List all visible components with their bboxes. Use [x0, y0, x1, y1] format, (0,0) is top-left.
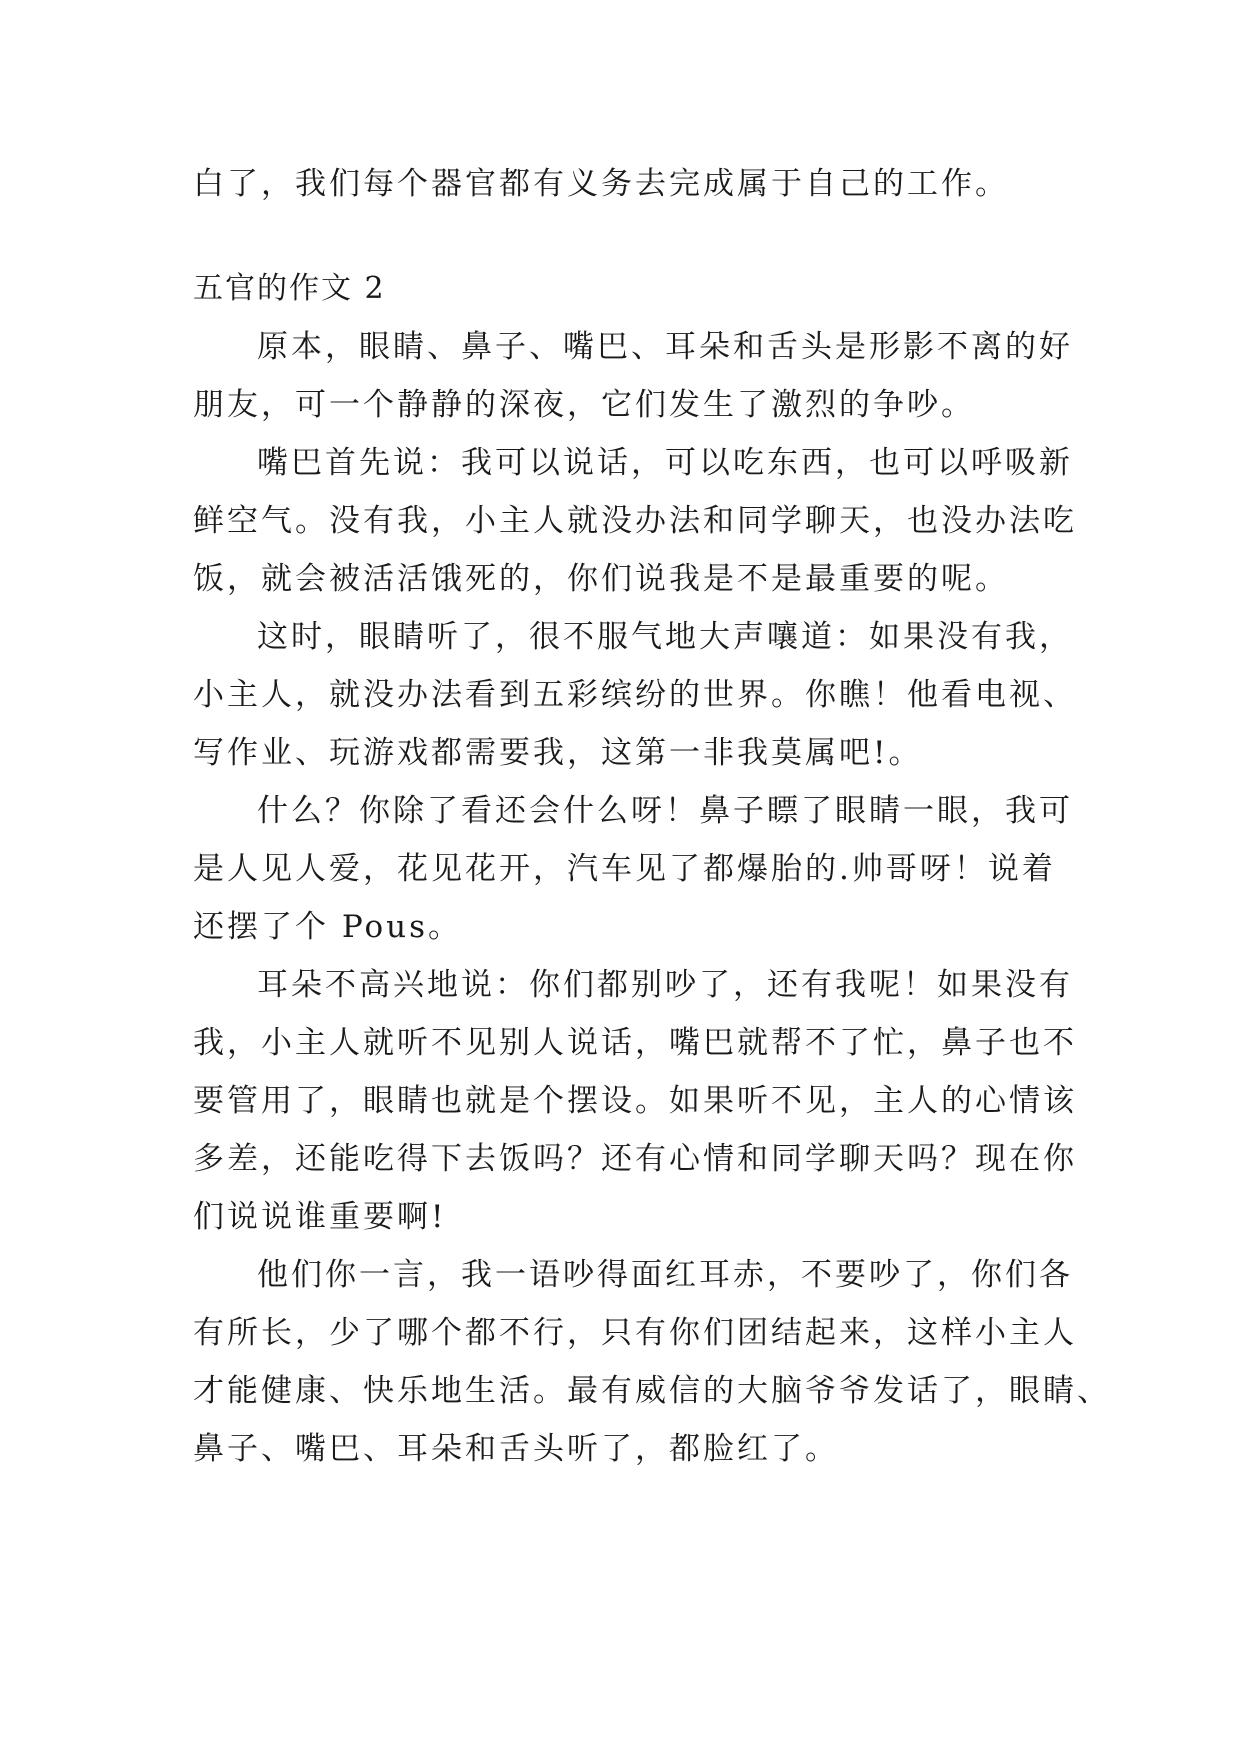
text-line: 鼻子、嘴巴、耳朵和舌头听了，都脸红了。	[193, 1431, 839, 1467]
text-line: 原本，眼睛、鼻子、嘴巴、耳朵和舌头是形影不离的好	[257, 329, 1073, 365]
document-body	[193, 155, 1111, 1478]
text-line: 这时，眼睛听了，很不服气地大声嚷道：如果没有我，	[257, 619, 1073, 655]
text-line: 才能健康、快乐地生活。最有威信的大脑爷爷发话了，眼睛、	[193, 1373, 1111, 1409]
text-line: 鲜空气。没有我，小主人就没办法和同学聊天，也没办法吃	[193, 503, 1077, 539]
text-line: 我，小主人就听不见别人说话，嘴巴就帮不了忙，鼻子也不	[193, 1025, 1077, 1061]
text-line: 朋友，可一个静静的深夜，它们发生了激烈的争吵。	[193, 387, 975, 423]
text-line: 嘴巴首先说：我可以说话，可以吃东西，也可以呼吸新	[257, 445, 1073, 481]
paragraph-1	[193, 318, 1073, 434]
text-line: 小主人，就没办法看到五彩缤纷的世界。你瞧！他看电视、	[193, 677, 1077, 713]
text-line: 他们你一言，我一语吵得面红耳赤，不要吵了，你们各	[257, 1257, 1073, 1293]
text-line: 饭，就会被活活饿死的，你们说我是不是最重要的呢。	[193, 561, 1009, 597]
paragraph-6	[193, 1246, 1111, 1478]
paragraph-5	[193, 956, 1077, 1246]
paragraph-2	[193, 434, 1077, 608]
text-line: 要管用了，眼睛也就是个摆设。如果听不见，主人的心情该	[193, 1083, 1077, 1119]
section-title: 五官的作文 2	[193, 271, 386, 306]
text-line: 白了，我们每个器官都有义务去完成属于自己的工作。	[193, 166, 1009, 202]
text-line: 们说说谁重要啊!	[193, 1199, 447, 1235]
lead-paragraph	[193, 155, 1053, 213]
text-line: 什么？你除了看还会什么呀！鼻子瞟了眼睛一眼，我可	[257, 793, 1073, 829]
text-line: 耳朵不高兴地说：你们都别吵了，还有我呢！如果没有	[257, 967, 1073, 1003]
text-line: 还摆了个 Pous。	[193, 909, 462, 945]
text-line: 是人见人爱，花见花开，汽车见了都爆胎的.帅哥呀！说着	[193, 851, 1056, 887]
text-line: 多差，还能吃得下去饭吗？还有心情和同学聊天吗？现在你	[193, 1141, 1077, 1177]
text-line: 写作业、玩游戏都需要我，这第一非我莫属吧!。	[193, 735, 923, 771]
paragraph-3	[193, 608, 1077, 782]
paragraph-4	[193, 782, 1073, 956]
text-line: 有所长，少了哪个都不行，只有你们团结起来，这样小主人	[193, 1315, 1077, 1351]
